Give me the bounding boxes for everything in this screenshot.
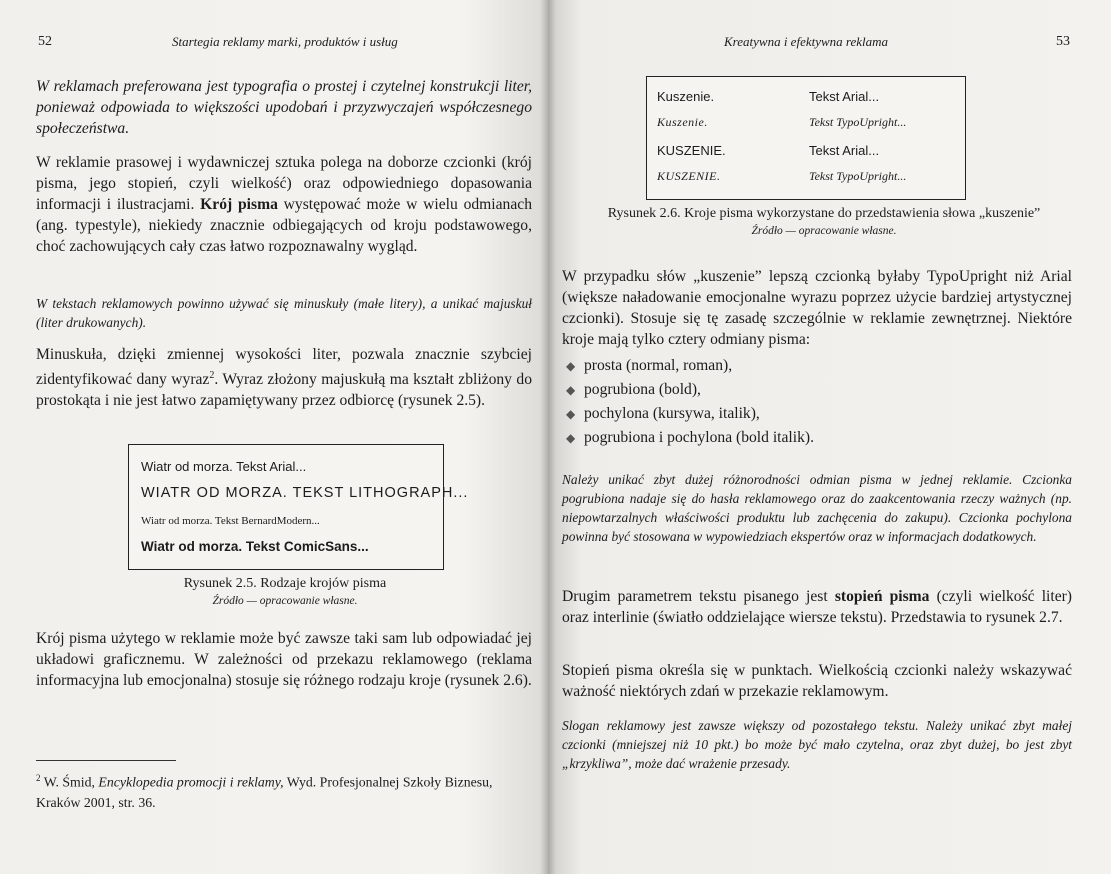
figure-2-6-left-arial-caps: KUSZENIE. bbox=[657, 143, 726, 158]
figure-2-6-caption: Rysunek 2.6. Kroje pisma wykorzystane do przedstawienia słowa „kuszenie” Źródło — opracowanie własne. bbox=[574, 206, 1074, 237]
list-item: ◆ pochylona (kursywa, italik), bbox=[566, 402, 1066, 426]
left-page-number: 52 bbox=[38, 34, 52, 49]
right-paragraph-2: Należy unikać zbyt dużej różnorodności odmian pisma w jednej reklamie. Czcionka pogrubiona nadaje się do hasła reklamowego oraz do zaakcentowania rzeczy ważnych (np. niepowtarzalnych właściwości produktu lub zachęcenia do zakupu). Czcionka pochylona powinna być stosowana w wypowiedziach ekspertów oraz w informacjach dodatkowych. bbox=[562, 472, 1072, 544]
figure-2-5-row-bernard: Wiatr od morza. Tekst BernardModern... bbox=[141, 515, 320, 527]
right-paragraph-5: Slogan reklamowy jest zawsze większy od pozostałego tekstu. Należy unikać zbyt małej czcionki (mniejszej niż 10 pkt.) bo może być mało czytelna, oraz zbyt dużej, bo jest zbyt „krzykliwa”, może dać wrażenie przesady. bbox=[562, 718, 1072, 771]
bullet-icon: ◆ bbox=[566, 431, 576, 445]
left-paragraph-3: W tekstach reklamowych powinno używać się minuskuły (małe litery), a unikać majuskuł (liter drukowanych). bbox=[36, 296, 532, 330]
right-paragraph-1: W przypadku słów „kuszenie” lepszą czcionką byłaby TypoUpright niż Arial (większe naładowanie emocjonalne wyrazu poprzez użycie bardziej artystycznej czcionki). Stosuje się tę zasadę szczególnie w reklamie zewnętrznej. Niektóre kroje mają tylko cztery odmiany pisma: bbox=[562, 268, 1072, 348]
footnote: $^2$ W. Śmid, Encyklopedia promocji i reklamy, Wyd. Profesjonalnej Szkoły Biznesu, Kraków 2001, str. 36. bbox=[36, 773, 493, 810]
left-paragraph-2: W reklamie prasowej i wydawniczej sztuka polega na doborze czcionki (krój pisma, jego stopień, czyli wielkość) oraz odpowiedniego dopasowania informacji i ilustracjami. Krój pisma występować może w wielu odmianach (ang. typestyle), niekiedy znacznie odbiegających od kroju podstawowego, choć zachowujących cały czas łatwo rozpoznawalny wygląd. bbox=[36, 154, 532, 255]
figure-2-5-typeface-box bbox=[128, 444, 469, 570]
bullet-icon: ◆ bbox=[566, 407, 576, 421]
footnote-rule bbox=[36, 760, 176, 761]
left-paragraph-5: Krój pisma użytego w reklamie może być zawsze taki sam lub odpowiadać jej układowi graficznemu. W zależności od przekazu reklamowego (reklama informacyjna lub emocjonalna) stosuje się różnego rodzaju kroje (rysunek 2.6). bbox=[36, 630, 532, 689]
right-running-header: Kreatywna i efektywna reklama bbox=[724, 34, 889, 49]
figure-2-6-right-typo-2: Tekst TypoUpright... bbox=[809, 169, 907, 183]
right-page-number: 53 bbox=[1056, 34, 1070, 49]
left-paragraph-1: W reklamach preferowana jest typografia o prostej i czytelnej konstrukcji liter, ponieważ odpowiada to większości upodobań i przyzwyczajeń współczesnego społeczeństwa. bbox=[36, 78, 532, 137]
figure-2-6-right-typo: Tekst TypoUpright... bbox=[809, 115, 907, 129]
figure-2-6-left-typo: Kuszenie. bbox=[657, 115, 708, 129]
figure-2-6-typeface-box bbox=[646, 76, 966, 200]
left-running-header: Startegia reklamy marki, produktów i usług bbox=[172, 34, 398, 49]
right-paragraph-3: Drugim parametrem tekstu pisanego jest stopień pisma (czyli wielkość liter) oraz interlinie (światło oddzielające wiersze tekstu). Przedstawia to rysunek 2.7. bbox=[562, 588, 1072, 626]
figure-2-5-row-comicsans: Wiatr od morza. Tekst ComicSans... bbox=[141, 539, 369, 554]
book-gutter bbox=[540, 0, 556, 874]
right-page bbox=[548, 0, 1111, 874]
list-item: ◆ prosta (normal, roman), bbox=[566, 354, 1066, 378]
left-page bbox=[0, 0, 548, 874]
figure-2-6-source: Źródło — opracowanie własne. bbox=[751, 225, 897, 237]
bullet-icon: ◆ bbox=[566, 359, 576, 373]
figure-2-5-caption: Rysunek 2.5. Rodzaje krojów pisma Źródło — opracowanie własne. bbox=[128, 576, 442, 607]
figure-2-6-left-typo-caps: KUSZENIE. bbox=[657, 169, 721, 183]
figure-2-6-right-arial-2: Tekst Arial... bbox=[809, 143, 880, 158]
left-paragraph-4: Minuskuła, dzięki zmiennej wysokości liter, pozwala znacznie szybciej zidentyfikować dany wyraz$^2$. Wyraz złożony majuskułą ma kształt zbliżony do prostokąta i nie jest łatwo zapamiętywany przez odbiorcę (rysunek 2.5). bbox=[36, 346, 532, 410]
typestyle-list bbox=[566, 354, 1066, 450]
figure-2-6-right-arial: Tekst Arial... bbox=[809, 89, 880, 104]
figure-2-5-source: Źródło — opracowanie własne. bbox=[212, 595, 358, 607]
figure-2-5-row-arial: Wiatr od morza. Tekst Arial... bbox=[141, 459, 307, 474]
figure-2-5-row-lithograph: WIATR OD MORZA. TEKST LITHOGRAPH... bbox=[141, 485, 469, 501]
figure-2-6-left-arial: Kuszenie. bbox=[657, 89, 715, 104]
list-item: ◆ pogrubiona (bold), bbox=[566, 378, 1066, 402]
right-paragraph-4: Stopień pisma określa się w punktach. Wielkością czcionki należy wskazywać ważność niektórych zdań w przekazie reklamowym. bbox=[562, 662, 1072, 700]
bullet-icon: ◆ bbox=[566, 383, 576, 397]
list-item: ◆ pogrubiona i pochylona (bold italik). bbox=[566, 426, 1066, 450]
